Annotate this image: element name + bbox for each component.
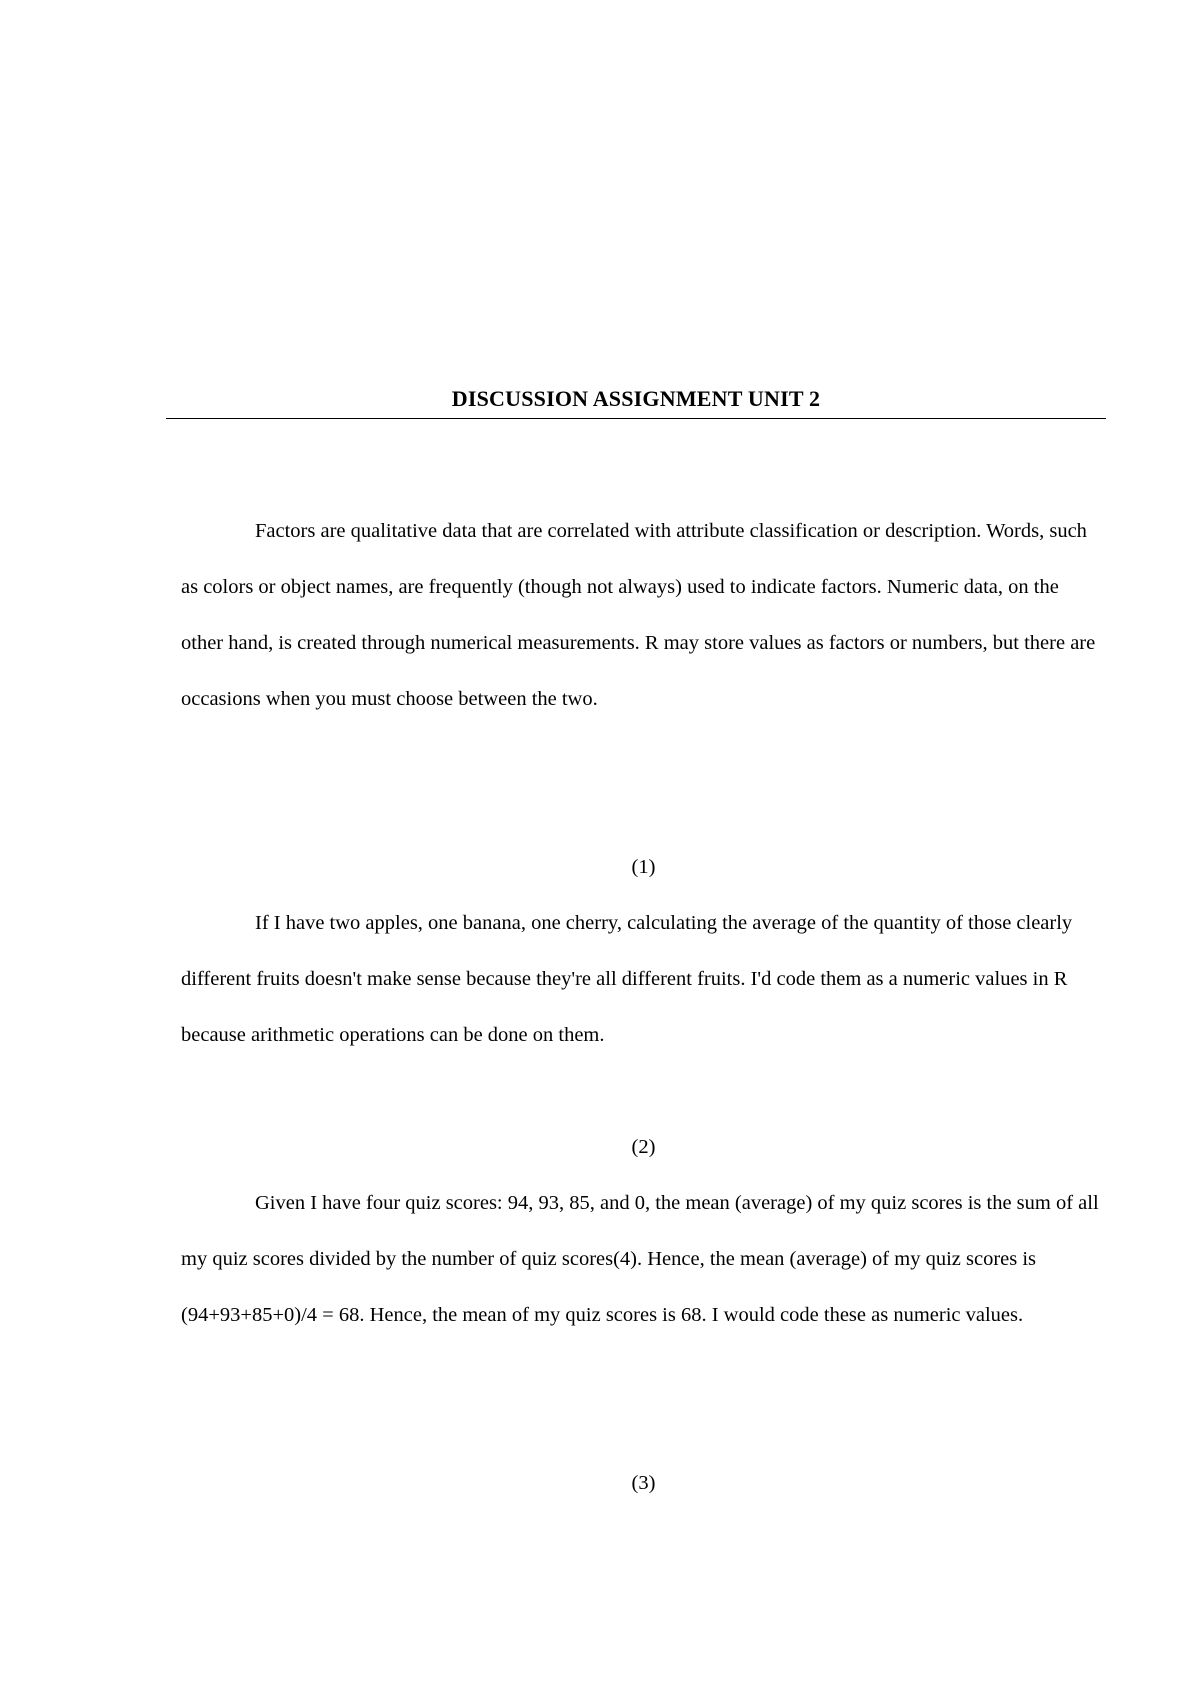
section-1-paragraph bbox=[181, 895, 1106, 1063]
section-2-paragraph bbox=[181, 1175, 1106, 1343]
title-underline bbox=[166, 418, 1106, 419]
document-title: DISCUSSION ASSIGNMENT UNIT 2 bbox=[451, 386, 821, 411]
intro-paragraph bbox=[181, 503, 1106, 727]
section-number-1: (1) bbox=[631, 856, 656, 878]
section-2-paragraph-text: Given I have four quiz scores: 94, 93, 85, and 0, the mean (average) of my quiz scores is the sum of all my quiz scores divided by the number of quiz scores(4). Hence, the mean (average) of my quiz scores is (94+93+85+0)/4 = 68. Hence, the mean of my quiz scores is 68. I would code these as numeric values. bbox=[181, 1192, 1099, 1326]
section-1-paragraph-text: If I have two apples, one banana, one cherry, calculating the average of the quantity of those clearly different fruits doesn't make sense because they're all different fruits. I'd code them as a numeric values in R because arithmetic operations can be done on them. bbox=[181, 912, 1073, 1046]
intro-paragraph-text: Factors are qualitative data that are correlated with attribute classification or description. Words, such as colors or object names, are frequently (though not always) used to indicate factors. Numeric data, on the other hand, is created through numerical measurements. R may store values as factors or numbers, but there are occasions when you must choose between the two. bbox=[181, 520, 1096, 710]
section-number-2: (2) bbox=[631, 1136, 656, 1158]
section-number-3: (3) bbox=[631, 1472, 656, 1494]
